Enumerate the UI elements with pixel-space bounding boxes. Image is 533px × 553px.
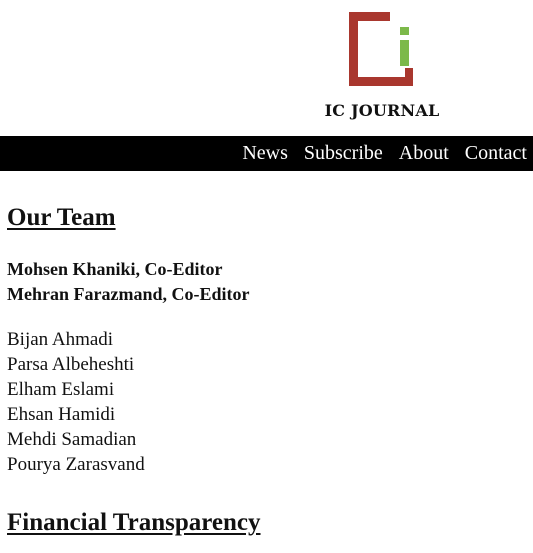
- editor-item: Mohsen Khaniki, Co-Editor: [7, 259, 223, 279]
- site-header: [0, 0, 533, 136]
- editors-list: [7, 257, 527, 307]
- team-member-item: Pourya Zarasvand: [7, 454, 145, 475]
- site-name[interactable]: IC JOURNAL: [324, 101, 440, 120]
- nav-link-subscribe[interactable]: Subscribe: [303, 142, 383, 164]
- main-navigation: [0, 136, 533, 171]
- financial-transparency-heading: Financial Transparency: [7, 509, 261, 536]
- team-member-item: Ehsan Hamidi: [7, 404, 116, 425]
- our-team-heading: Our Team: [7, 204, 116, 231]
- logo-i-dot-shape: [400, 27, 409, 35]
- nav-link-about[interactable]: About: [398, 142, 449, 164]
- nav-link-news[interactable]: News: [242, 142, 288, 164]
- team-member-item: Elham Eslami: [7, 379, 115, 400]
- team-member-item: Parsa Albeheshti: [7, 354, 135, 375]
- team-member-item: Bijan Ahmadi: [7, 329, 114, 350]
- editor-item: Mehran Farazmand, Co-Editor: [7, 284, 250, 304]
- main-content: [7, 202, 527, 539]
- nav-link-contact[interactable]: Contact: [464, 142, 527, 164]
- team-member-item: Mehdi Samadian: [7, 429, 137, 450]
- team-members-list: [7, 327, 527, 477]
- logo-i-stem-shape: [400, 40, 409, 66]
- ic-journal-logo-icon[interactable]: [349, 12, 413, 86]
